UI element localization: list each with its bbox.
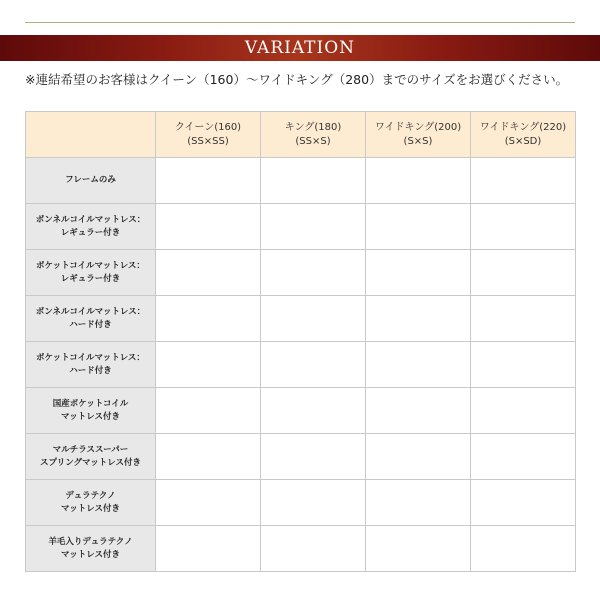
column-header-combo: (S×S) — [403, 135, 433, 147]
top-divider — [25, 22, 575, 23]
row-header-line2: ハード付き — [69, 319, 112, 330]
option-cell — [156, 388, 261, 434]
table-row — [26, 480, 576, 526]
option-cell — [366, 204, 471, 250]
option-cell — [156, 526, 261, 572]
option-cell — [261, 434, 366, 480]
option-cell — [261, 250, 366, 296]
row-header-multi-lath — [26, 434, 156, 480]
option-cell — [156, 342, 261, 388]
row-header-domestic-pocket — [26, 388, 156, 434]
option-cell — [261, 526, 366, 572]
column-header-combo: (SS×SS) — [187, 135, 229, 147]
row-header-line1: ポケットコイルマットレス： — [36, 260, 145, 271]
table-row — [26, 250, 576, 296]
option-cell — [471, 434, 576, 480]
row-header-line2: マットレス付き — [61, 503, 120, 514]
table-row — [26, 526, 576, 572]
table-row — [26, 434, 576, 480]
column-header-wide-king-220 — [471, 112, 576, 158]
table-row — [26, 204, 576, 250]
option-cell — [471, 480, 576, 526]
option-cell — [366, 388, 471, 434]
option-cell — [471, 388, 576, 434]
option-cell — [471, 342, 576, 388]
option-cell — [366, 342, 471, 388]
column-header-combo: (S×SD) — [504, 135, 542, 147]
column-header-size: キング(180) — [284, 121, 342, 133]
size-note: ※連結希望のお客様はクイーン（160）～ワイドキング（280）までのサイズをお選びください。 — [25, 72, 569, 87]
column-header-queen — [156, 112, 261, 158]
option-cell — [156, 250, 261, 296]
row-header-bonnell-regular — [26, 204, 156, 250]
variation-table — [25, 111, 576, 572]
option-cell — [156, 480, 261, 526]
option-cell — [156, 296, 261, 342]
option-cell — [366, 526, 471, 572]
option-cell — [156, 158, 261, 204]
row-header-line1: デュラテクノ — [65, 490, 116, 501]
option-cell — [366, 480, 471, 526]
row-header-line2: ハード付き — [69, 365, 112, 376]
option-cell — [366, 434, 471, 480]
variation-banner — [0, 35, 600, 61]
column-header-king — [261, 112, 366, 158]
option-cell — [471, 250, 576, 296]
table-row — [26, 388, 576, 434]
option-cell — [471, 296, 576, 342]
option-cell — [366, 296, 471, 342]
row-header-frame-only — [26, 158, 156, 204]
row-header-bonnell-hard — [26, 296, 156, 342]
option-cell — [261, 342, 366, 388]
row-header-line1: マルチラススーパー — [52, 444, 129, 455]
row-header-line1: 国産ポケットコイル — [52, 398, 129, 409]
table-row — [26, 342, 576, 388]
table-row — [26, 296, 576, 342]
row-header-line2: レギュラー付き — [60, 227, 121, 238]
column-header-combo: (SS×S) — [295, 135, 331, 147]
option-cell — [471, 158, 576, 204]
option-cell — [366, 250, 471, 296]
column-header-wide-king-200 — [366, 112, 471, 158]
option-cell — [471, 526, 576, 572]
row-header-line1: ボンネルコイルマットレス： — [35, 306, 146, 317]
row-header-line1: ポケットコイルマットレス： — [36, 352, 145, 363]
option-cell — [366, 158, 471, 204]
option-cell — [261, 480, 366, 526]
row-header-wool-dura-techno — [26, 526, 156, 572]
option-cell — [261, 158, 366, 204]
column-header-size: ワイドキング(200) — [374, 121, 462, 133]
column-header-size: クイーン(160) — [174, 121, 242, 133]
table-row — [26, 158, 576, 204]
row-header-pocket-regular — [26, 250, 156, 296]
header-row — [26, 112, 576, 158]
row-header-line1: 羊毛入りデュラテクノ — [48, 536, 133, 547]
option-cell — [471, 204, 576, 250]
row-header-line2: レギュラー付き — [60, 273, 121, 284]
option-cell — [261, 296, 366, 342]
corner-cell — [26, 112, 156, 158]
row-header-line1: ボンネルコイルマットレス： — [35, 214, 146, 225]
row-header-pocket-hard — [26, 342, 156, 388]
row-header-line2: マットレス付き — [61, 411, 120, 422]
row-header-line1: フレームのみ — [65, 175, 116, 185]
row-header-line2: スプリングマットレス付き — [40, 457, 141, 468]
row-header-dura-techno — [26, 480, 156, 526]
row-header-line2: マットレス付き — [61, 549, 120, 560]
option-cell — [156, 204, 261, 250]
option-cell — [156, 434, 261, 480]
option-cell — [261, 388, 366, 434]
option-cell — [261, 204, 366, 250]
banner-title: VARIATION — [244, 38, 356, 58]
column-header-size: ワイドキング(220) — [479, 121, 567, 133]
